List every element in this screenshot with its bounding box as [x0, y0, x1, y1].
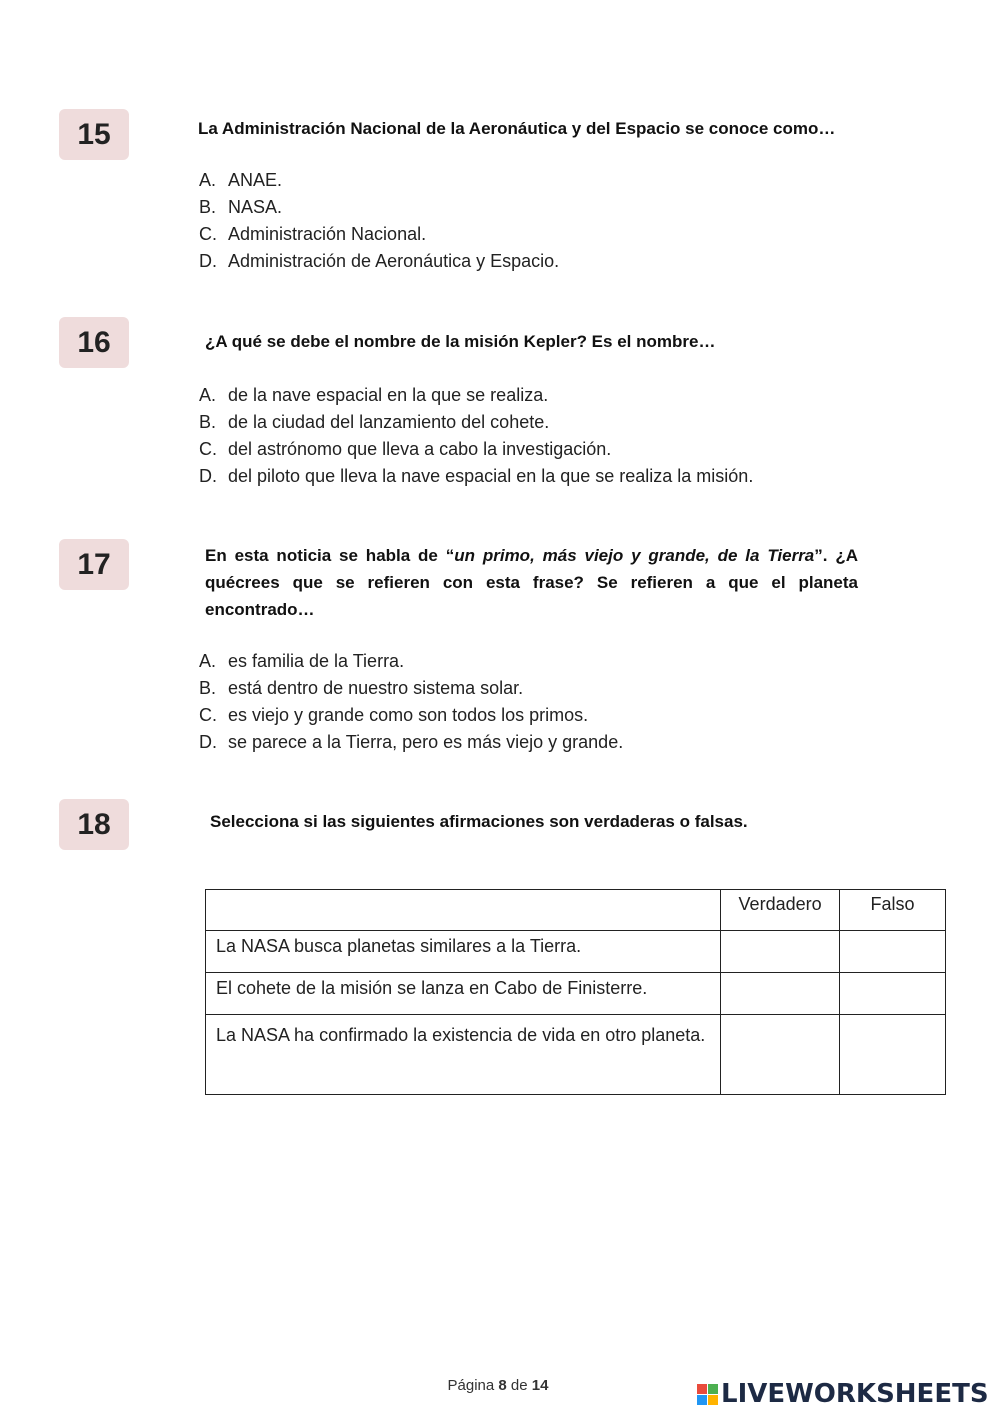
option-16-a[interactable]: A. de la nave espacial en la que se realiza. — [199, 385, 549, 405]
option-17-a[interactable]: A. es familia de la Tierra. — [199, 651, 405, 671]
option-15-a[interactable]: A. ANAE. — [199, 170, 283, 190]
logo-square — [697, 1395, 707, 1405]
option-16-c[interactable]: C. del astrónomo que lleva a cabo la investigación. — [199, 439, 612, 459]
page-footer: Página 8 de 14 — [447, 1377, 549, 1394]
logo-square — [708, 1384, 718, 1394]
logo-square — [697, 1384, 707, 1394]
table-header-row — [206, 890, 946, 931]
option-17-d[interactable]: D. se parece a la Tierra, pero es más viejo y grande. — [199, 732, 624, 752]
liveworksheets-brand — [697, 1377, 989, 1411]
logo-square — [708, 1395, 718, 1405]
question-15-prompt: La Administración Nacional de la Aeronáutica y del Espacio se conoce como… — [198, 119, 836, 138]
question-17-prompt: En esta noticia se habla de “un primo, más viejo y grande, de la Tierra”. ¿A quécrees que se refieren con esta frase? Se refieren a que el planeta encontrado… — [205, 546, 858, 619]
true-answer-cell[interactable] — [721, 931, 840, 973]
question-16-options — [199, 382, 753, 490]
question-number-17: 17 — [59, 539, 129, 590]
question-number-16: 16 — [59, 317, 129, 368]
brand-name: LIVEWORKSHEETS — [721, 1379, 989, 1409]
question-15-options — [199, 167, 559, 275]
table-row — [206, 1015, 946, 1095]
question-number-15: 15 — [59, 109, 129, 160]
question-number-18: 18 — [59, 799, 129, 850]
option-16-d[interactable]: D. del piloto que lleva la nave espacial en la que se realiza la misión. — [199, 466, 754, 486]
option-16-b[interactable]: B. de la ciudad del lanzamiento del cohete. — [199, 412, 550, 432]
option-15-c[interactable]: C. Administración Nacional. — [199, 224, 427, 244]
false-answer-cell[interactable] — [840, 931, 946, 973]
question-18-prompt: Selecciona si las siguientes afirmaciones son verdaderas o falsas. — [210, 812, 748, 831]
option-15-b[interactable]: B. NASA. — [199, 197, 283, 217]
table-header-blank — [206, 890, 721, 931]
option-17-c[interactable]: C. es viejo y grande como son todos los primos. — [199, 705, 589, 725]
true-answer-cell[interactable] — [721, 973, 840, 1015]
table-row — [206, 931, 946, 973]
statement-text: El cohete de la misión se lanza en Cabo de Finisterre. — [206, 973, 721, 1015]
true-false-table — [205, 889, 946, 1095]
column-header-false: Falso — [840, 890, 946, 931]
question-17-options — [199, 648, 623, 756]
table-row — [206, 973, 946, 1015]
option-17-b[interactable]: B. está dentro de nuestro sistema solar. — [199, 678, 524, 698]
question-16-prompt: ¿A qué se debe el nombre de la misión Kepler? Es el nombre… — [205, 332, 716, 351]
statement-text: La NASA busca planetas similares a la Tierra. — [206, 931, 721, 973]
liveworksheets-logo-icon — [697, 1384, 718, 1405]
true-answer-cell[interactable] — [721, 1015, 840, 1095]
false-answer-cell[interactable] — [840, 1015, 946, 1095]
column-header-true: Verdadero — [721, 890, 840, 931]
false-answer-cell[interactable] — [840, 973, 946, 1015]
statement-text: La NASA ha confirmado la existencia de vida en otro planeta. — [206, 1015, 721, 1095]
option-15-d[interactable]: D. Administración de Aeronáutica y Espacio. — [199, 251, 560, 271]
